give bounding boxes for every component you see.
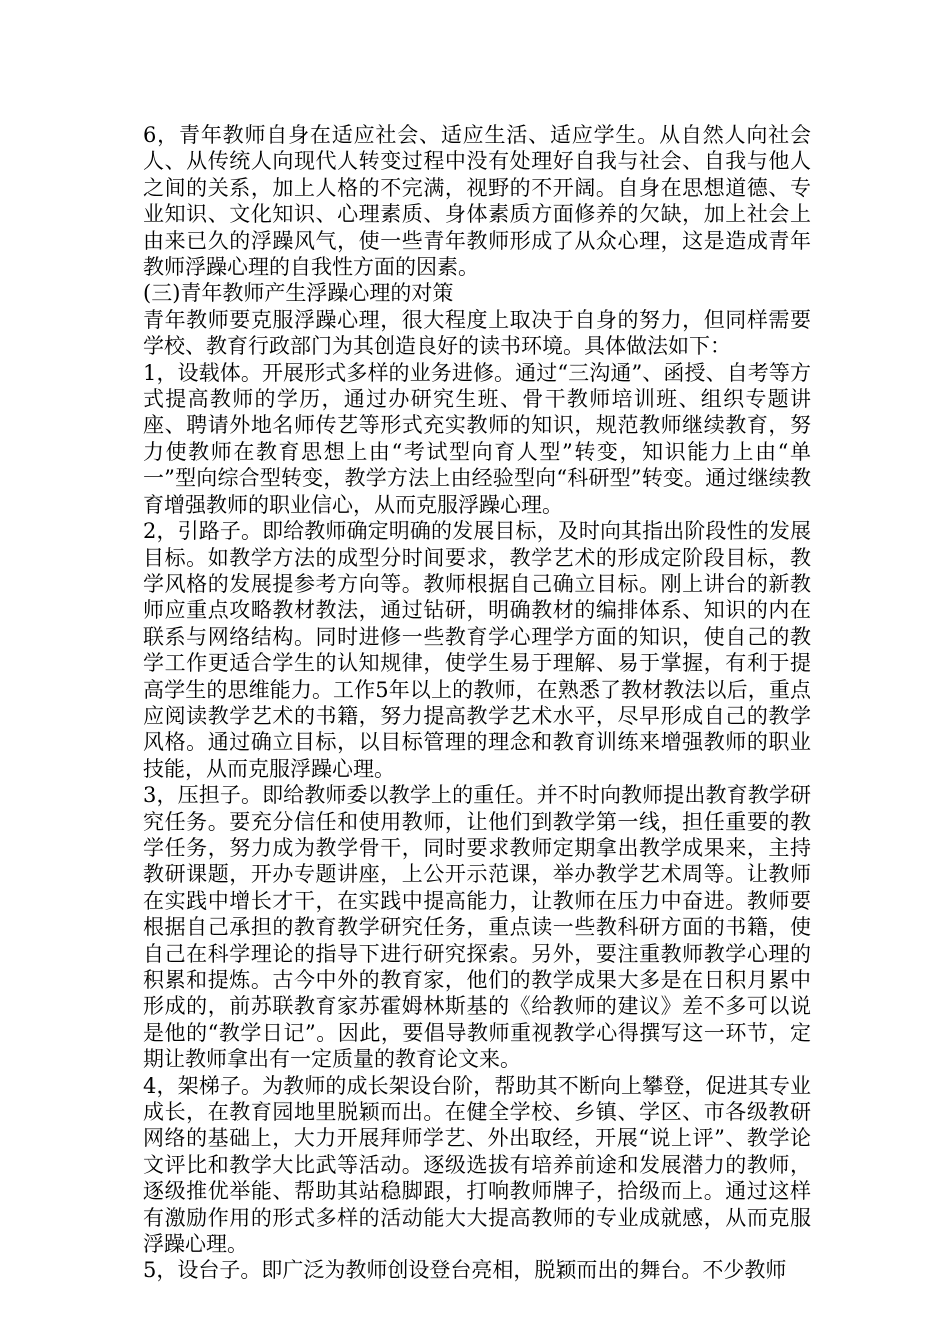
paragraph-self-factors: 6，青年教师自身在适应社会、适应生活、适应学生。从自然人向社会人、从传统人向现代人转变过程中没有处理好自我与社会、自我与他人之间的关系，加上人格的不完满，视野的不开阔。自身在思想道德、专业知识、文化知识、心理素质、身体素质方面修养的欠缺，加上社会上由来已久的浮躁风气，使一些青年教师形成了从众心理，这是造成青年教师浮躁心理的自我性方面的因素。 bbox=[143, 123, 811, 280]
paragraph-item-2: 2，引路子。即给教师确定明确的发展目标，及时向其指出阶段性的发展目标。如教学方法的成型分时间要求，教学艺术的形成定阶段目标，教学风格的发展提参考方向等。教师根据自己确立目标。刚上讲台的新教师应重点攻略教材教法，通过钻研，明确教材的编排体系、知识的内在联系与网络结构。同时进修一些教育学心理学方面的知识，使自己的教学工作更适合学生的认知规律，使学生易于理解、易于掌握，有利于提高学生的思维能力。工作5年以上的教师，在熟悉了教材教法以后，重点应阅读教学艺术的书籍，努力提高教学艺术水平，尽早形成自己的教学风格。通过确立目标，以目标管理的理念和教育训练来增强教师的职业技能，从而克服浮躁心理。 bbox=[143, 519, 811, 781]
paragraph-item-5: 5，设台子。即广泛为教师创设登台亮相，脱颖而出的舞台。不少教师 bbox=[143, 1258, 787, 1283]
section-heading-countermeasures: (三)青年教师产生浮躁心理的对策 bbox=[143, 281, 454, 306]
paragraph-intro: 青年教师要克服浮躁心理，很大程度上取决于自身的努力，但同样需要学校、教育行政部门为其创造良好的读书环境。具体做法如下： bbox=[143, 307, 811, 359]
paragraph-item-3: 3，压担子。即给教师委以教学上的重任。并不时向教师提出教育教学研究任务。要充分信任和使用教师，让他们到教学第一线，担任重要的教学任务，努力成为教学骨干，同时要求教师定期拿出教学成果来，主持教研课题，开办专题讲座，上公开示范课，举办教学艺术周等。让教师在实践中增长才干，在实践中提高能力，让教师在压力中奋进。教师要根据自己承担的教育教学研究任务，重点读一些教科研方面的书籍，使自己在科学理论的指导下进行研究探索。另外，要注重教师教学心理的积累和提炼。古今中外的教育家，他们的教学成果大多是在日积月累中形成的，前苏联教育家苏霍姆林斯基的《给教师的建议》差不多可以说是他的“教学日记”。因此，要倡导教师重视教学心得撰写这一环节，定期让教师拿出有一定质量的教育论文来。 bbox=[143, 783, 811, 1072]
paragraph-item-1: 1，设载体。开展形式多样的业务进修。通过“三沟通”、函授、自考等方式提高教师的学历，通过办研究生班、骨干教师培训班、组织专题讲座、聘请外地名师传艺等形式充实教师的知识，规范教师继续教育，努力使教师在教育思想上由“考试型向育人型”转变，知识能力上由“单一”型向综合型转变，教学方法上由经验型向“科研型”转变。通过继续教育增强教师的职业信心，从而克服浮躁心理。 bbox=[143, 360, 811, 517]
paragraph-item-4: 4，架梯子。为教师的成长架设台阶，帮助其不断向上攀登，促进其专业成长，在教育园地里脱颖而出。在健全学校、乡镇、学区、市各级教研网络的基础上，大力开展拜师学艺、外出取经，开展“说上评”、教学论文评比和教学大比武等活动。逐级选拔有培养前途和发展潜力的教师，逐级推优举能、帮助其站稳脚跟，打响教师牌子，拾级而上。通过这样有激励作用的形式多样的活动能大大提高教师的专业成就感，从而克服浮躁心理。 bbox=[143, 1073, 811, 1257]
document-body bbox=[143, 122, 811, 1284]
